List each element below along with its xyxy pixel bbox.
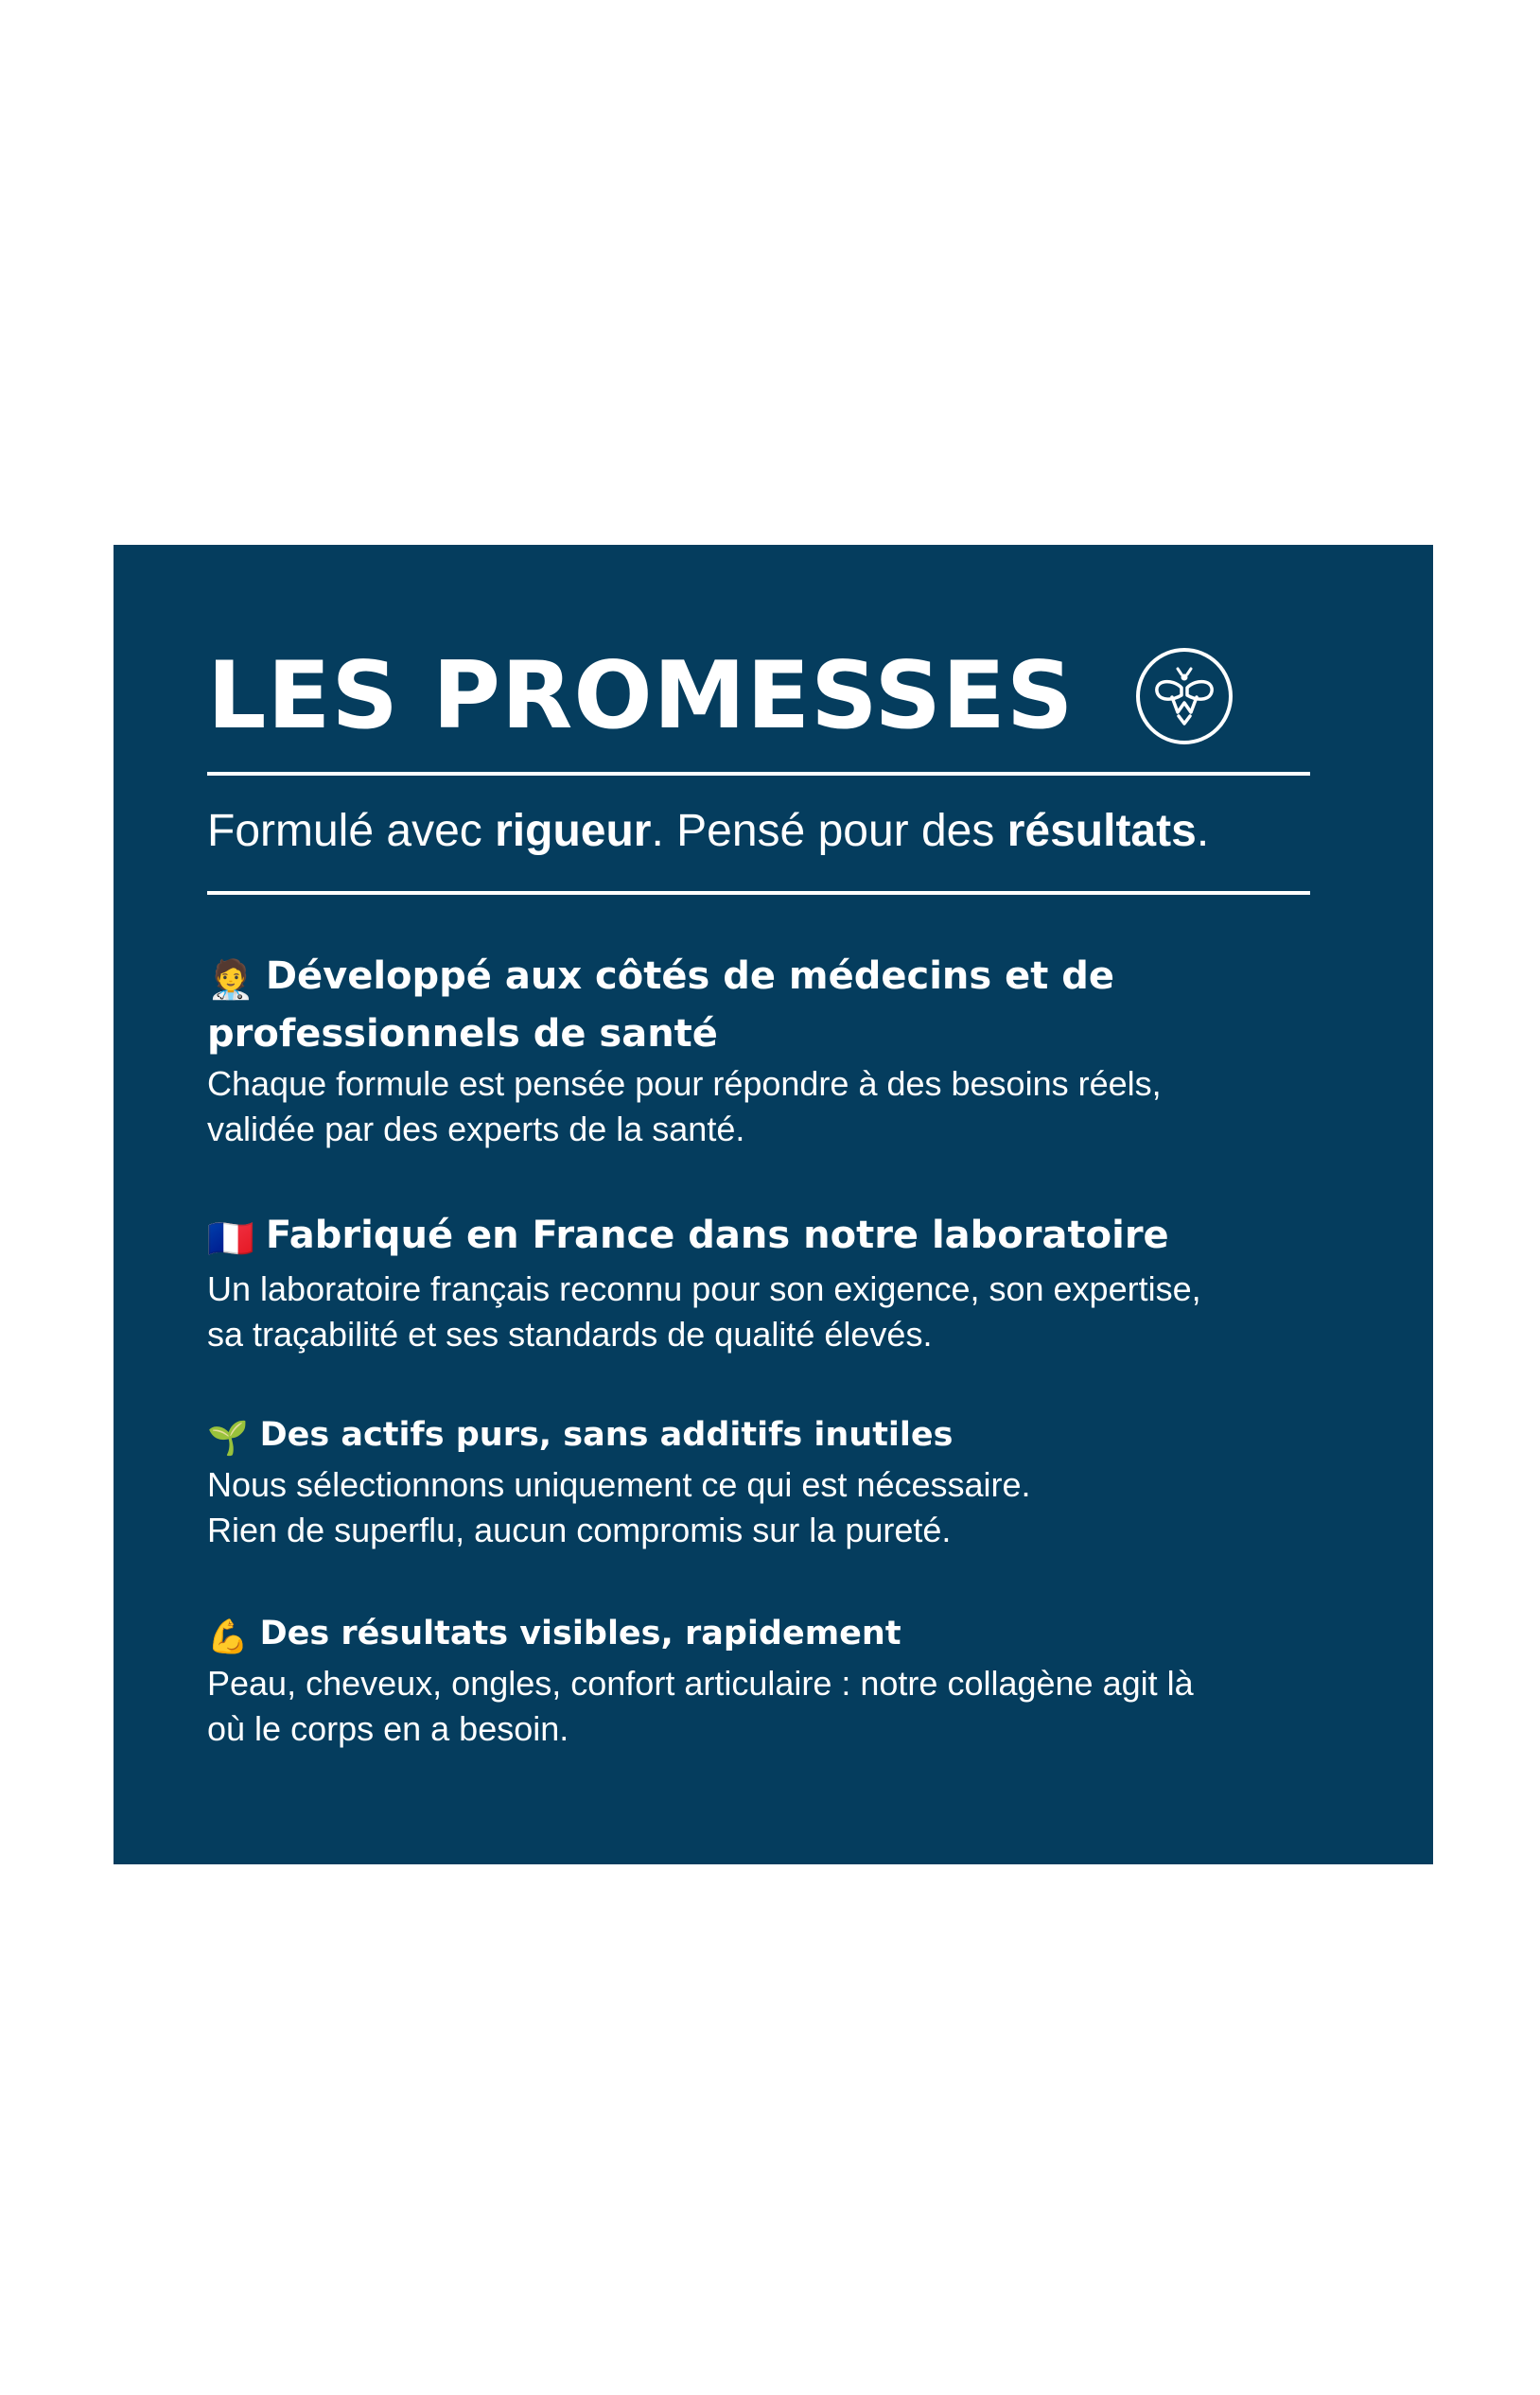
promise-heading-line-1: Développé aux côtés de médecins et de: [265, 954, 1115, 998]
promise-heading: [207, 1411, 1323, 1462]
page-title: LES PROMESSES: [207, 642, 1075, 750]
promise-desc-line-1: Nous sélectionnons uniquement ce qui est nécessaire.: [207, 1465, 1031, 1504]
promises-panel: [114, 545, 1433, 1864]
tagline: [207, 804, 1314, 859]
seedling-icon: 🌱: [207, 1420, 249, 1458]
tagline-text-2: . Pensé pour des: [651, 806, 1007, 856]
france-flag-icon: 🇫🇷: [207, 1217, 254, 1261]
promise-heading: [207, 950, 1323, 1061]
divider-top: [207, 772, 1310, 776]
bee-logo-icon: [1134, 646, 1234, 746]
promise-desc-line-1: Chaque formule est pensée pour répondre à des besoins réels,: [207, 1064, 1162, 1103]
promise-heading-line-1: Fabriqué en France dans notre laboratoire: [265, 1214, 1169, 1257]
promise-desc-line-1: Un laboratoire français reconnu pour son exigence, son expertise,: [207, 1269, 1201, 1308]
title-row: [207, 639, 1314, 753]
promise-heading-line-1: Des résultats visibles, rapidement: [259, 1615, 901, 1652]
promise-desc-line-2: où le corps en a besoin.: [207, 1709, 569, 1748]
tagline-text-3: .: [1196, 806, 1210, 856]
promise-description: [207, 1061, 1323, 1152]
promise-heading-line-2: professionnels de santé: [207, 1012, 718, 1056]
flexed-biceps-icon: 💪: [207, 1618, 249, 1656]
promise-item-pure-actives: [207, 1411, 1323, 1553]
promise-item-doctors: [207, 950, 1323, 1152]
tagline-bold-2: résultats: [1006, 806, 1197, 856]
divider-bottom: [207, 891, 1310, 895]
promise-heading: [207, 1209, 1323, 1267]
health-worker-icon: 🧑‍⚕️: [207, 958, 254, 1002]
promise-heading: [207, 1610, 1323, 1661]
promise-description: [207, 1462, 1323, 1553]
promise-description: [207, 1267, 1323, 1357]
promise-heading-line-1: Des actifs purs, sans additifs inutiles: [259, 1416, 954, 1454]
promise-desc-line-2: Rien de superflu, aucun compromis sur la pureté.: [207, 1511, 952, 1549]
promise-item-results: [207, 1610, 1323, 1752]
promise-desc-line-2: validée par des experts de la santé.: [207, 1110, 745, 1148]
tagline-bold-1: rigueur: [495, 806, 652, 856]
promise-desc-line-1: Peau, cheveux, ongles, confort articulaire : notre collagène agit là: [207, 1664, 1194, 1703]
promise-description: [207, 1661, 1323, 1752]
promise-desc-line-2: sa traçabilité et ses standards de qualité élevés.: [207, 1315, 933, 1354]
promise-item-france: [207, 1209, 1323, 1357]
tagline-text-1: Formulé avec: [207, 806, 496, 856]
